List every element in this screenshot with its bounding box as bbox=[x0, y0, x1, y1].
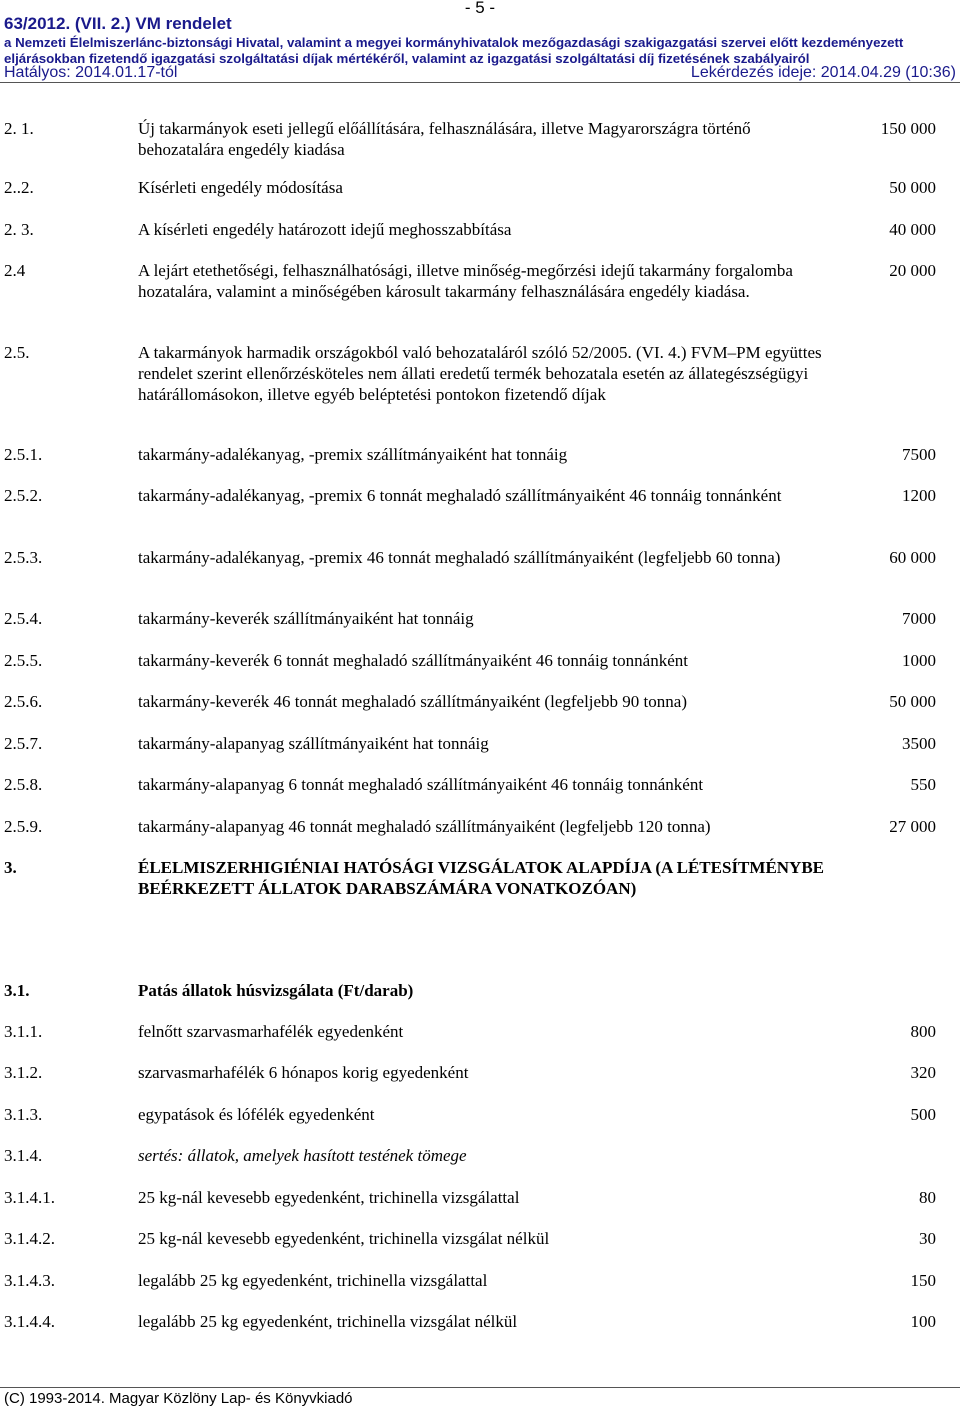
item-number: 3. bbox=[4, 858, 17, 877]
header-divider bbox=[0, 82, 960, 83]
item-amount: 40 000 bbox=[889, 220, 936, 239]
item-amount: 80 bbox=[919, 1188, 936, 1207]
item-number: 2.5.8. bbox=[4, 775, 43, 794]
validity-date: Hatályos: 2014.01.17-tól bbox=[4, 64, 178, 81]
copyright-footer: (C) 1993-2014. Magyar Közlöny Lap- és Könyvkiadó bbox=[4, 1390, 353, 1407]
item-amount: 30 bbox=[919, 1229, 936, 1248]
item-amount: 550 bbox=[910, 775, 936, 794]
page-number: - 5 - bbox=[464, 0, 496, 17]
item-description: takarmány-keverék 6 tonnát meghaladó szállítmányaiként 46 tonnáig tonnánként bbox=[138, 651, 688, 670]
item-number: 2.5.2. bbox=[4, 486, 43, 505]
item-description: takarmány-adalékanyag, -premix szállítmányaiként hat tonnáig bbox=[138, 445, 568, 464]
item-description: A kísérleti engedély határozott idejű meghosszabbítása bbox=[138, 220, 512, 239]
item-amount: 50 000 bbox=[889, 692, 936, 711]
item-amount: 7000 bbox=[902, 609, 936, 628]
item-amount: 150 000 bbox=[880, 119, 936, 138]
item-amount: 1200 bbox=[902, 486, 936, 505]
item-description: sertés: állatok, amelyek hasított testének tömege bbox=[138, 1146, 467, 1165]
item-number: 3.1.4.4. bbox=[4, 1312, 55, 1331]
item-description: takarmány-alapanyag 46 tonnát meghaladó szállítmányaiként (legfeljebb 120 tonna) bbox=[138, 817, 711, 836]
item-description: takarmány-alapanyag 6 tonnát meghaladó szállítmányaiként 46 tonnáig tonnánként bbox=[138, 775, 704, 794]
item-amount: 27 000 bbox=[889, 817, 936, 836]
item-description: takarmány-adalékanyag, -premix 46 tonnát meghaladó szállítmányaiként (legfeljebb 60 tonna) bbox=[138, 548, 781, 567]
item-number: 2.4 bbox=[4, 261, 26, 280]
item-description: 25 kg-nál kevesebb egyedenként, trichinella vizsgálattal bbox=[138, 1188, 520, 1207]
item-number: 2.5.9. bbox=[4, 817, 43, 836]
item-description: szarvasmarhafélék 6 hónapos korig egyedenként bbox=[138, 1063, 469, 1082]
item-number: 2. 3. bbox=[4, 220, 34, 239]
item-description: takarmány-adalékanyag, -premix 6 tonnát meghaladó szállítmányaiként 46 tonnáig tonnánként bbox=[138, 486, 782, 505]
item-description: takarmány-alapanyag szállítmányaiként hat tonnáig bbox=[138, 734, 489, 753]
item-amount: 3500 bbox=[902, 734, 936, 753]
item-amount: 800 bbox=[910, 1022, 936, 1041]
item-description: A takarmányok harmadik országokból való behozataláról szóló 52/2005. (VI. 4.) FVM–PM együttes rendelet szerint ellenőrzésköteles nem állati eredetű termék behozatala esetén az állategészségügyi határállomásokon, illetve egyéb beléptetési pontokon fizetendő díjak bbox=[138, 343, 822, 404]
item-amount: 7500 bbox=[902, 445, 936, 464]
item-amount: 100 bbox=[910, 1312, 936, 1331]
item-amount: 20 000 bbox=[889, 261, 936, 280]
item-number: 3.1.4.1. bbox=[4, 1188, 55, 1207]
item-amount: 150 bbox=[910, 1271, 936, 1290]
item-number: 2.5.5. bbox=[4, 651, 43, 670]
item-number: 3.1. bbox=[4, 981, 30, 1000]
item-description: Kísérleti engedély módosítása bbox=[138, 178, 343, 197]
item-amount: 50 000 bbox=[889, 178, 936, 197]
query-time: Lekérdezés ideje: 2014.04.29 (10:36) bbox=[690, 64, 956, 81]
item-number: 3.1.4. bbox=[4, 1146, 43, 1165]
item-number: 2.5.7. bbox=[4, 734, 43, 753]
item-description: 25 kg-nál kevesebb egyedenként, trichinella vizsgálat nélkül bbox=[138, 1229, 550, 1248]
item-number: 2..2. bbox=[4, 178, 34, 197]
item-number: 3.1.4.3. bbox=[4, 1271, 55, 1290]
item-number: 3.1.4.2. bbox=[4, 1229, 55, 1248]
item-number: 2.5. bbox=[4, 343, 30, 362]
item-number: 2.5.6. bbox=[4, 692, 43, 711]
item-description: egypatások és lófélék egyedenként bbox=[138, 1105, 375, 1124]
item-description: A lejárt etethetőségi, felhasználhatósági, illetve minőség-megőrzési idejű takarmány forgalomba hozatalára, valamint a minőségében károsult takarmány felhasználására engedély kiadása. bbox=[138, 261, 793, 301]
item-number: 3.1.3. bbox=[4, 1105, 43, 1124]
item-description: Új takarmányok eseti jellegű előállítására, felhasználására, illetve Magyarországra történő behozatalára engedély kiadása bbox=[138, 119, 751, 159]
item-amount: 60 000 bbox=[889, 548, 936, 567]
document-subtitle: a Nemzeti Élelmiszerlánc-biztonsági Hivatal, valamint a megyei kormányhivatalok mezőgazdasági szakigazgatási szervei előtt kezdeményezett eljárásokban fizetendő igazgatási szolgáltatási díjak mértékéről, valamint az igazgatási szolgáltatási díj fizetésének szabályairól bbox=[4, 35, 904, 66]
item-description: Patás állatok húsvizsgálata (Ft/darab) bbox=[138, 981, 414, 1000]
item-amount: 500 bbox=[910, 1105, 936, 1124]
item-description: felnőtt szarvasmarhafélék egyedenként bbox=[138, 1022, 404, 1041]
item-description: legalább 25 kg egyedenként, trichinella vizsgálat nélkül bbox=[138, 1312, 518, 1331]
item-description: ÉLELMISZERHIGIÉNIAI HATÓSÁGI VIZSGÁLATOK ALAPDÍJA (A LÉTESÍTMÉNYBE BEÉRKEZETT ÁLLATOK DARABSZÁMÁRA VONATKOZÓAN) bbox=[138, 858, 825, 898]
item-number: 2.5.4. bbox=[4, 609, 43, 628]
item-description: takarmány-keverék szállítmányaiként hat tonnáig bbox=[138, 609, 474, 628]
item-number: 2. 1. bbox=[4, 119, 34, 138]
item-number: 3.1.2. bbox=[4, 1063, 43, 1082]
item-amount: 1000 bbox=[902, 651, 936, 670]
item-amount: 320 bbox=[910, 1063, 936, 1082]
document-title: 63/2012. (VII. 2.) VM rendelet bbox=[4, 14, 232, 33]
item-number: 2.5.1. bbox=[4, 445, 43, 464]
item-description: takarmány-keverék 46 tonnát meghaladó szállítmányaiként (legfeljebb 90 tonna) bbox=[138, 692, 687, 711]
item-description: legalább 25 kg egyedenként, trichinella vizsgálattal bbox=[138, 1271, 488, 1290]
item-number: 3.1.1. bbox=[4, 1022, 43, 1041]
footer-divider bbox=[0, 1387, 960, 1388]
item-number: 2.5.3. bbox=[4, 548, 43, 567]
